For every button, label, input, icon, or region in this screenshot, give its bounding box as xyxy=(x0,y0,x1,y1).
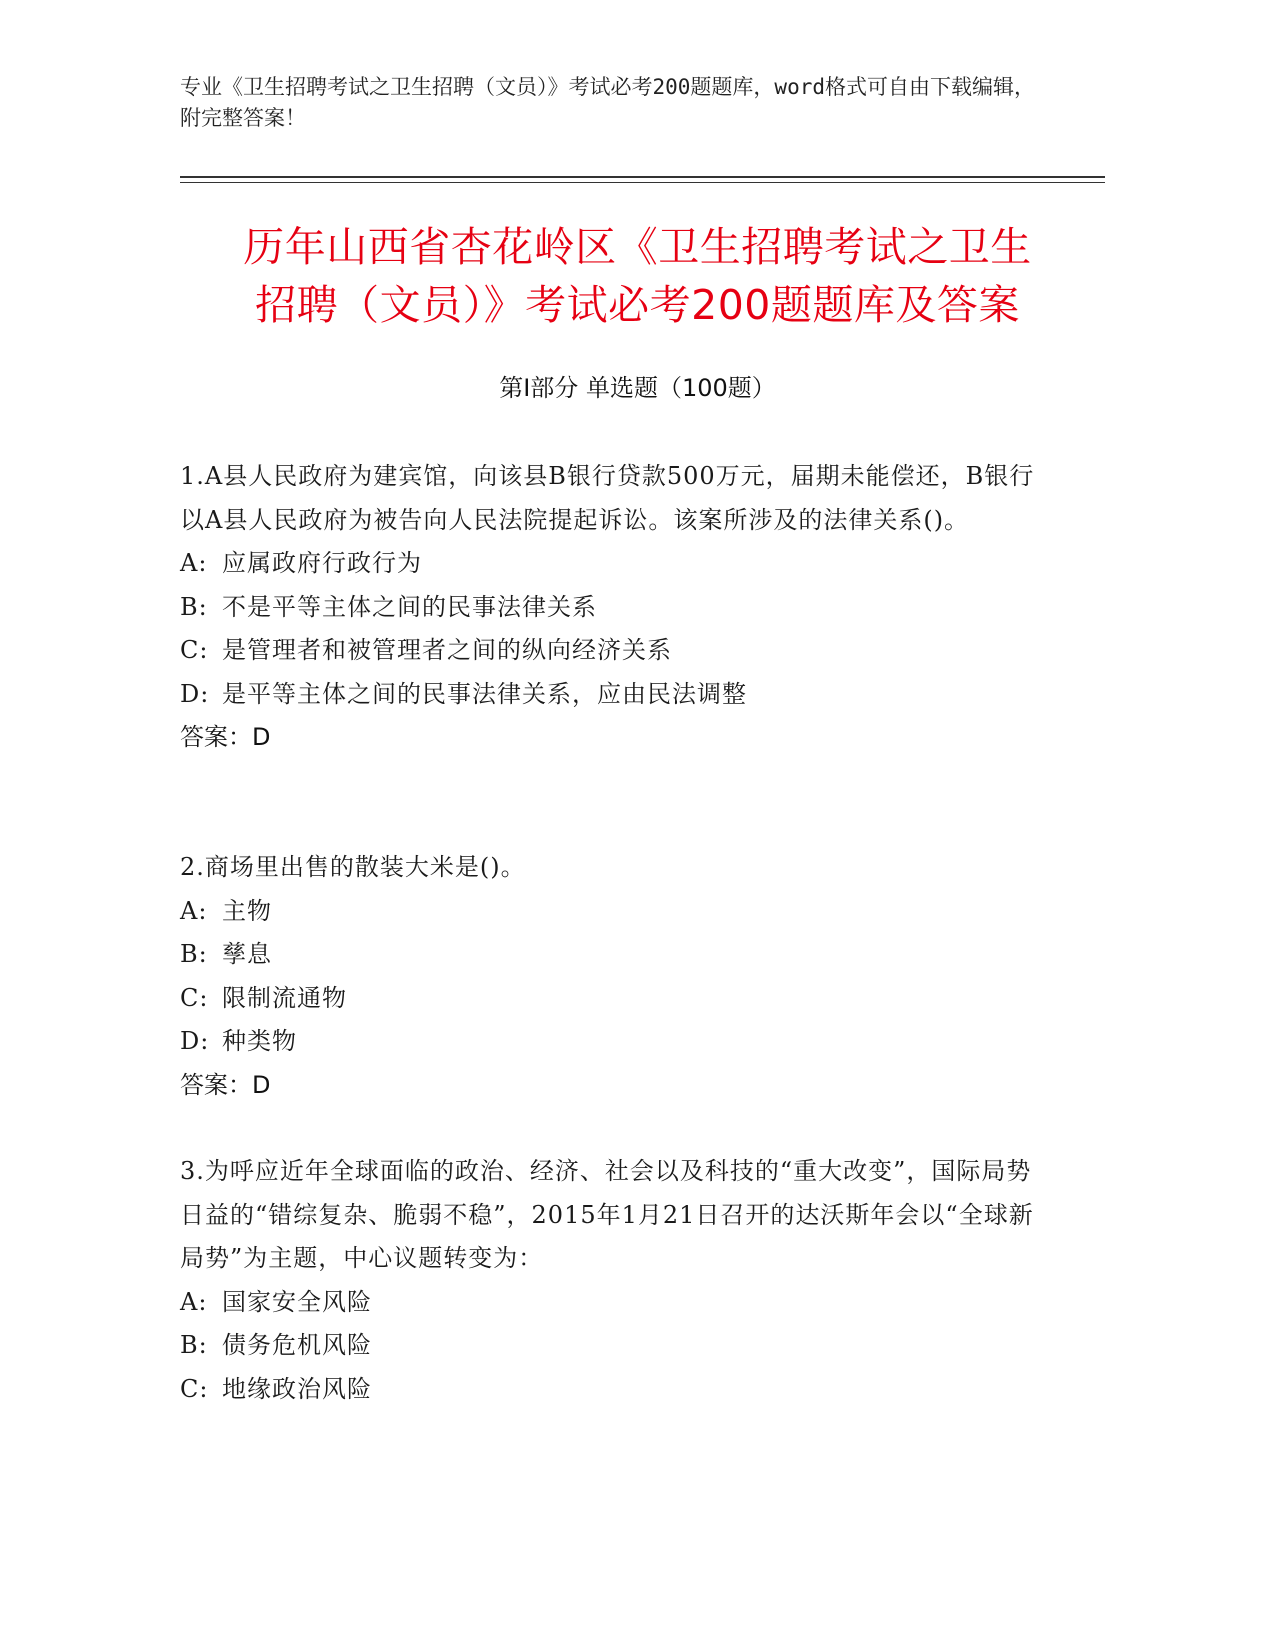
document-title xyxy=(150,218,1125,334)
option-key: D: xyxy=(180,679,210,708)
option-key: A: xyxy=(180,549,208,577)
question-stem: 1.A县人民政府为建宾馆，向该县B银行贷款500万元，届期未能偿还，B银行以A县人民政府为被告向人民法院提起诉讼。该案所涉及的法律关系()。 xyxy=(180,462,1035,534)
question-2 xyxy=(180,846,1050,1107)
option-text: 种类物 xyxy=(222,1027,297,1055)
option-key: C: xyxy=(180,983,209,1012)
option-key: C: xyxy=(180,1374,209,1403)
option-key: B: xyxy=(180,592,208,621)
option-text: 是平等主体之间的民事法律关系，应由民法调整 xyxy=(222,679,747,708)
option-text: 限制流通物 xyxy=(222,983,347,1012)
option-b xyxy=(180,1324,1050,1368)
option-a xyxy=(180,542,1050,586)
answer-line: 答案：D xyxy=(180,1070,271,1099)
option-text: 主物 xyxy=(222,896,272,925)
option-key: C: xyxy=(180,636,209,664)
document-title-line-1: 历年山西省杏花岭区《卫生招聘考试之卫生 xyxy=(243,223,1032,271)
question-stem: 2.商场里出售的散装大米是()。 xyxy=(180,853,526,881)
header-rule-thick xyxy=(180,176,1105,178)
option-b xyxy=(180,933,1050,977)
option-b xyxy=(180,586,1050,630)
option-c xyxy=(180,977,1050,1021)
option-text: 不是平等主体之间的民事法律关系 xyxy=(222,592,597,621)
option-text: 孳息 xyxy=(222,940,272,968)
option-text: 地缘政治风险 xyxy=(222,1374,372,1403)
answer-line: 答案：D xyxy=(180,723,271,751)
option-key: D: xyxy=(180,1027,210,1055)
option-d xyxy=(180,1020,1050,1064)
option-text: 是管理者和被管理者之间的纵向经济关系 xyxy=(222,636,672,664)
option-text: 国家安全风险 xyxy=(222,1287,372,1316)
question-1 xyxy=(180,455,1050,760)
document-title-line-2: 招聘（文员）》考试必考200题题库及答案 xyxy=(255,281,1020,329)
option-text: 债务危机风险 xyxy=(222,1331,372,1359)
option-key: A: xyxy=(180,1287,208,1316)
option-a xyxy=(180,1281,1050,1325)
question-stem: 3.为呼应近年全球面临的政治、经济、社会以及科技的“重大改变”，国际局势日益的“错综复杂、脆弱不稳”，2015年1月21日召开的达沃斯年会以“全球新局势”为主题，中心议题转变为： xyxy=(180,1157,1034,1272)
header-note: 专业《卫生招聘考试之卫生招聘（文员）》考试必考200题题库，word格式可自由下载编辑，附完整答案！ xyxy=(180,75,1035,130)
option-c xyxy=(180,629,1050,673)
section-heading: 第Ⅰ部分 单选题（100题） xyxy=(499,374,776,402)
option-c xyxy=(180,1368,1050,1412)
question-3 xyxy=(180,1150,1050,1411)
option-d xyxy=(180,673,1050,717)
header-rule-thin xyxy=(180,182,1105,183)
option-key: B: xyxy=(180,1331,208,1359)
option-key: A: xyxy=(180,896,208,925)
option-text: 应属政府行政行为 xyxy=(222,549,422,577)
option-a xyxy=(180,890,1050,934)
option-key: B: xyxy=(180,940,208,968)
